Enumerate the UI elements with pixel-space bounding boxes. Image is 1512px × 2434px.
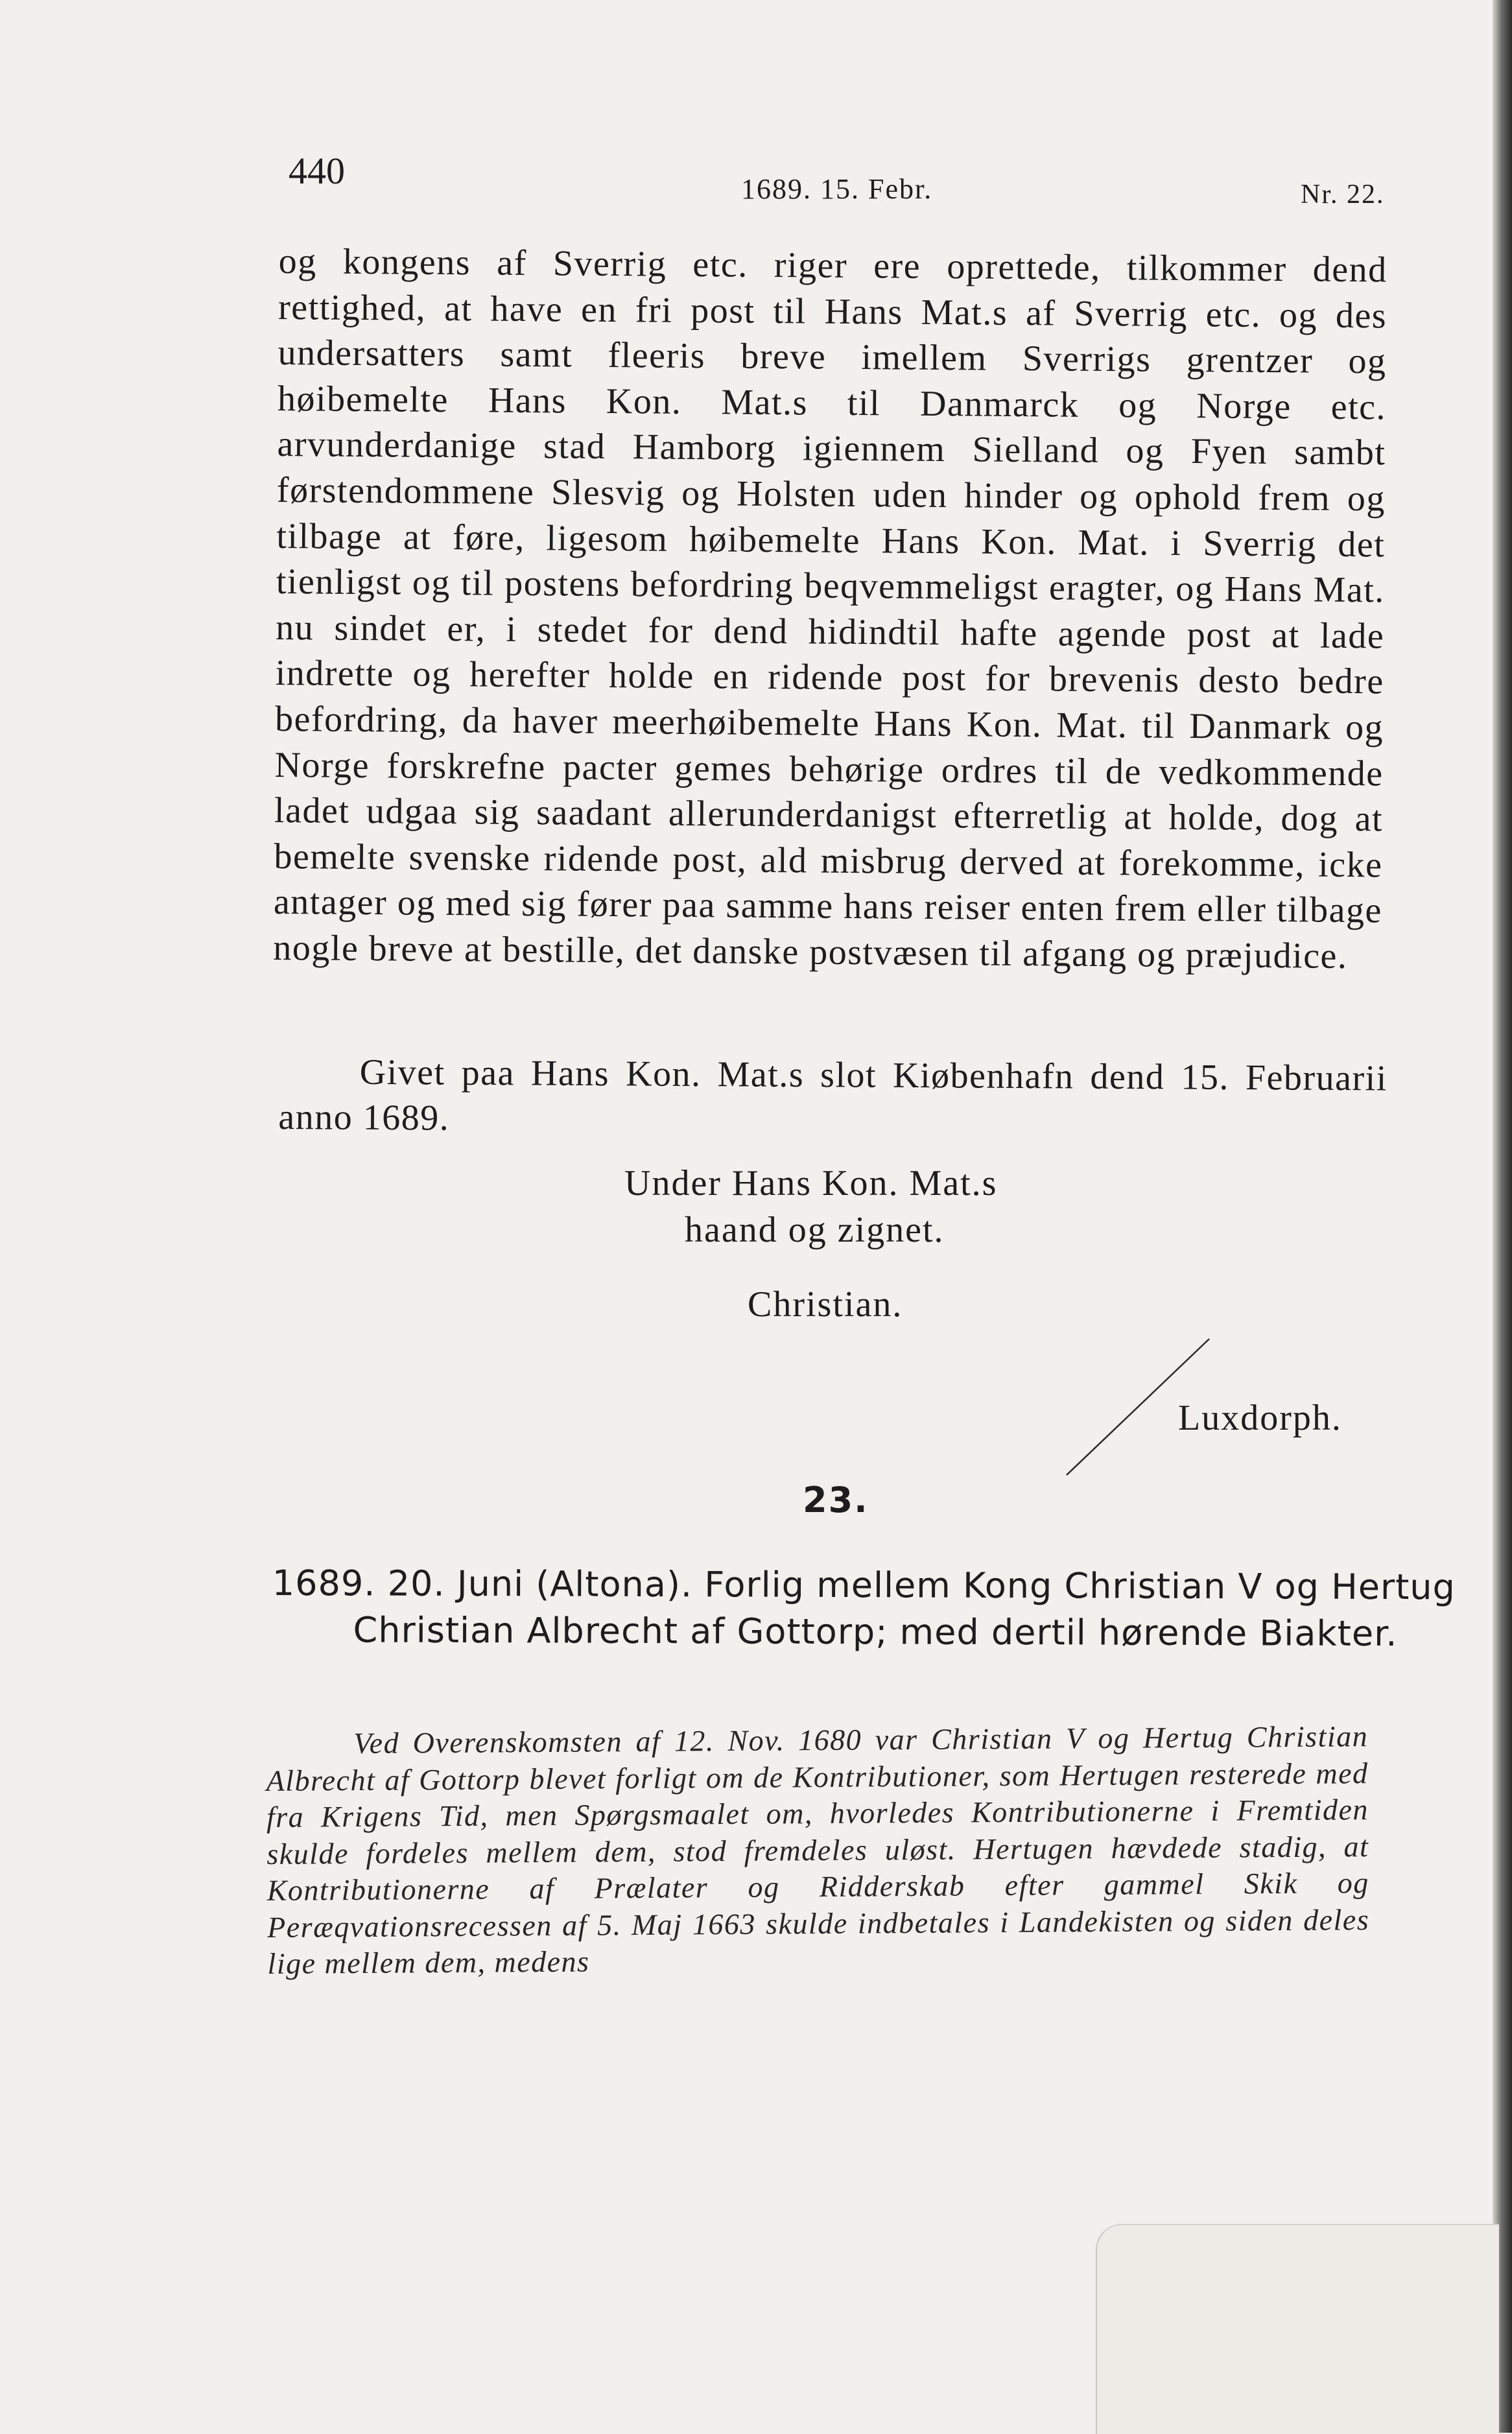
counter-signature: Luxdorph.	[1178, 1398, 1342, 1438]
document-number-header: Nr. 22.	[1301, 180, 1385, 209]
page-corner-fold	[1096, 2224, 1499, 2434]
body-paragraph: og kongens af Sverrig etc. riger ere oprettede, tilkommer dend rettighed, at have en fri post til Hans Mat.s af Sverrig etc. og des undersatters samt fleeris breve imellem Sverrigs grentzer og høibemelte Hans Kon. Mat.s til Danmarck og Norge etc. arvunderdanige stad Hamborg igiennem Sielland og Fyen sambt førstendommene Slesvig og Holsten uden hinder og ophold frem og tilbage at føre, ligesom høibemelte Hans Kon. Mat. i Sverrig det tienligst og til postens befordring beqvemmeligst eragter, og Hans Mat. nu sindet er, i stedet for dend hidindtil hafte agende post at lade indrette og herefter holde en ridende post for brevenis desto bedre befordring, da haver meerhøibemelte Hans Kon. Mat. til Danmark og Norge forskrefne pacter gemes behørige ordres til de vedkommende ladet udgaa sig saadant allerunderdanigst efterretlig at holde, dog at bemelte svenske ridende post, ald misbrug derved at forekomme, icke antager og med sig fører paa samme hans reiser enten frem eller tilbage nogle breve at bestille, det danske postvæsen til afgang og præjudice.	[273, 241, 1388, 976]
signature-line-1: Under Hans Kon. Mat.s	[624, 1163, 998, 1203]
document-heading: 1689. 20. Juni (Altona). Forlig mellem Kong Christian V og Hertug Christian Albrecht af Gottorp; med dertil hørende Biakter.	[272, 1563, 1456, 1655]
document-number: 23.	[803, 1480, 869, 1520]
page-header	[0, 149, 1512, 207]
header-date: 1689. 15. Febr.	[741, 173, 933, 205]
signature-line-2: haand og zignet.	[685, 1210, 945, 1250]
page-number: 440	[289, 150, 345, 192]
king-signature: Christian.	[748, 1284, 903, 1325]
page-edge-shadow	[1493, 0, 1512, 2433]
intro-paragraph: Ved Overenskomsten af 12. Nov. 1680 var Christian V og Hertug Christian Albrecht af Gottorp blevet forligt om de Kontributioner, som Hertugen resterede med fra Krigens Tid, men Spørgsmaalet om, hvorledes Kontributionerne i Fremtiden skulde fordeles mellem dem, stod fremdeles uløst. Hertugen hævdede stadig, at Kontributionerne af Prælater og Ridderskab efter gammel Skik og Peræqvationsrecessen af 5. Maj 1663 skulde indbetales i Landekisten og siden deles lige mellem dem, medens	[266, 1719, 1370, 1980]
closing-paragraph: Givet paa Hans Kon. Mat.s slot Kiøbenhafn dend 15. Februarii anno 1689.	[278, 1052, 1388, 1139]
